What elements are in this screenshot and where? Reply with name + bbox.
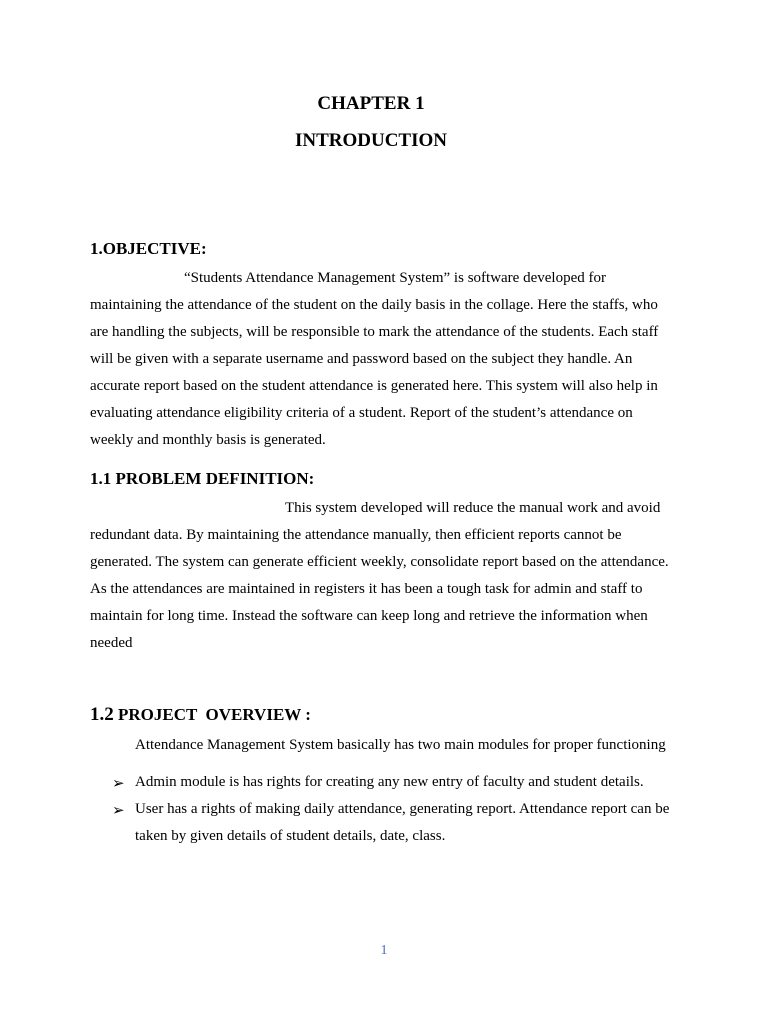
- bullet-item: Admin module is has rights for creating any new entry of faculty and student details.: [135, 774, 644, 790]
- problem-heading: 1.1 PROBLEM DEFINITION:: [90, 469, 315, 488]
- problem-line: This system developed will reduce the manual work and avoid: [285, 500, 661, 516]
- problem-line: As the attendances are maintained in registers it has been a tough task for admin and staff to: [90, 581, 643, 597]
- overview-heading: [90, 704, 311, 726]
- objective-line: are handling the subjects, will be responsible to mark the attendance of the students. Each staff: [90, 324, 659, 340]
- overview-heading-number: 1.2: [90, 704, 114, 725]
- bullet-arrow-icon: ➢: [112, 776, 125, 792]
- objective-line: evaluating attendance eligibility criteria of a student. Report of the student’s attendance on: [90, 405, 633, 421]
- bullet-arrow-icon: ➢: [112, 803, 125, 819]
- overview-intro: Attendance Management System basically has two main modules for proper functioning: [135, 737, 666, 753]
- objective-line: maintaining the attendance of the student on the daily basis in the collage. Here the staffs, who: [90, 297, 658, 313]
- page-number: 1: [380, 943, 388, 958]
- objective-line: accurate report based on the student attendance is generated here. This system will also help in: [90, 378, 658, 394]
- problem-line: redundant data. By maintaining the attendance manually, then efficient reports cannot be: [90, 527, 622, 543]
- objective-line: “Students Attendance Management System” is software developed for: [184, 270, 606, 286]
- problem-line: needed: [90, 635, 133, 651]
- bullet-item-continuation: taken by given details of student details, date, class.: [135, 828, 446, 844]
- bullet-item: User has a rights of making daily attendance, generating report. Attendance report can be: [135, 801, 670, 817]
- objective-heading: 1.OBJECTIVE:: [90, 239, 207, 258]
- problem-line: generated. The system can generate efficient weekly, consolidate report based on the attendance.: [90, 554, 669, 570]
- objective-line: will be given with a separate username and password based on the subject they handle. An: [90, 351, 633, 367]
- overview-heading-text: PROJECT OVERVIEW :: [118, 705, 311, 724]
- objective-line: weekly and monthly basis is generated.: [90, 432, 326, 448]
- problem-line: maintain for long time. Instead the software can keep long and retrieve the information when: [90, 608, 648, 624]
- chapter-label: CHAPTER 1: [317, 93, 425, 114]
- chapter-title: INTRODUCTION: [294, 130, 448, 151]
